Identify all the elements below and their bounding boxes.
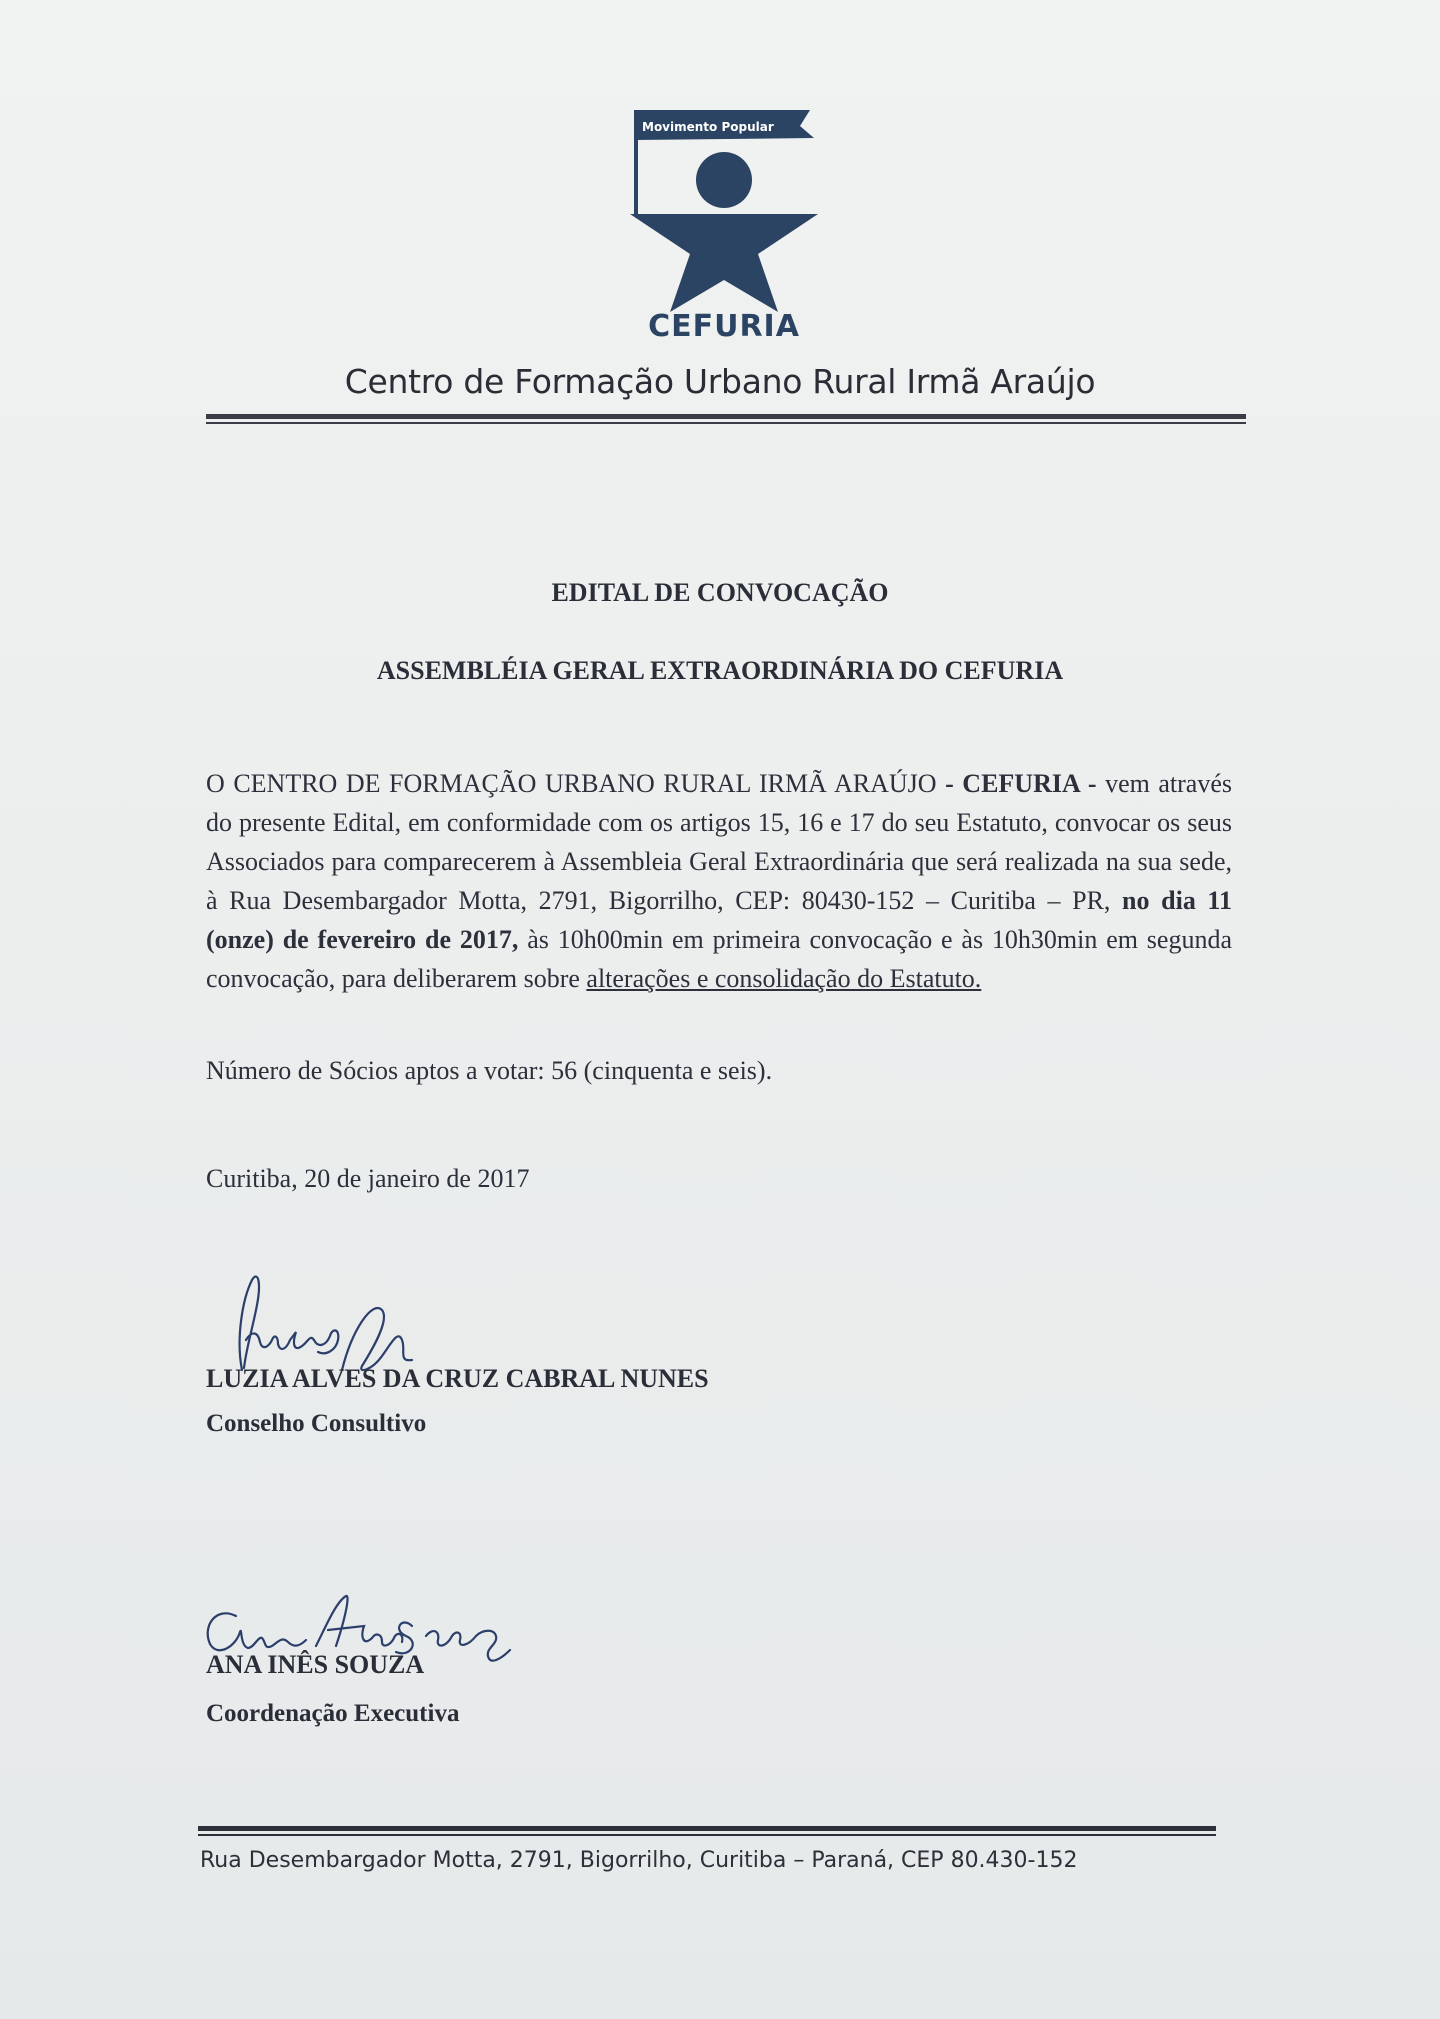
footer-address: Rua Desembargador Motta, 2791, Bigorrilho, Curitiba – Paraná, CEP 80.430-152: [200, 1848, 1078, 1873]
movimento-popular-star-icon: [628, 104, 820, 344]
paragraph-main-text: vem através do presente Edital, em conformidade com os artigos 15, 16 e 17 do seu Estatuto, convocar os seus Associados para comparecerem à Assembleia Geral Extraordinária que será realizada na sua sede, à Rua Desembargador Motta, 2791, Bigorrilho, CEP: 80430-152 – Curitiba – PR,: [206, 769, 1232, 915]
paragraph-meeting-subject: alterações e consolidação do Estatuto.: [586, 964, 982, 993]
signatory-name: ANA INÊS SOUZA: [206, 1650, 425, 1679]
signatory-role: Conselho Consultivo: [206, 1410, 427, 1437]
dateline: Curitiba, 20 de janeiro de 2017: [206, 1164, 530, 1193]
svg-text:Movimento Popular: Movimento Popular: [642, 120, 774, 134]
document-subtitle: ASSEMBLÉIA GERAL EXTRAORDINÁRIA DO CEFURIA: [376, 656, 1064, 685]
footer-divider: [198, 1826, 1216, 1836]
paragraph-meeting-time: às 10h00min em primeira convocação e às 10h30min em segunda convocação, para deliberarem sobre: [206, 925, 1232, 993]
signatory-role: Coordenação Executiva: [206, 1700, 460, 1727]
document-title: EDITAL DE CONVOCAÇÃO: [551, 578, 889, 607]
signatory-name: LUZIA ALVES DA CRUZ CABRAL NUNES: [206, 1364, 709, 1393]
eligible-voters-line: Número de Sócios aptos a votar: 56 (cinquenta e seis).: [206, 1056, 773, 1085]
paragraph-org-acronym: - CEFURIA -: [936, 769, 1106, 798]
convocation-paragraph: [206, 764, 1232, 998]
header-divider: [206, 414, 1246, 424]
paragraph-meeting-date: no dia 11 (onze) de fevereiro de 2017,: [206, 886, 1233, 954]
svg-text:CEFURIA: CEFURIA: [648, 309, 800, 344]
paragraph-org-name: O CENTRO DE FORMAÇÃO URBANO RURAL IRMÃ ARAÚJO: [206, 769, 937, 798]
organization-name: Centro de Formação Urbano Rural Irmã Araújo: [344, 362, 1096, 401]
cefuria-logo: [628, 104, 820, 344]
